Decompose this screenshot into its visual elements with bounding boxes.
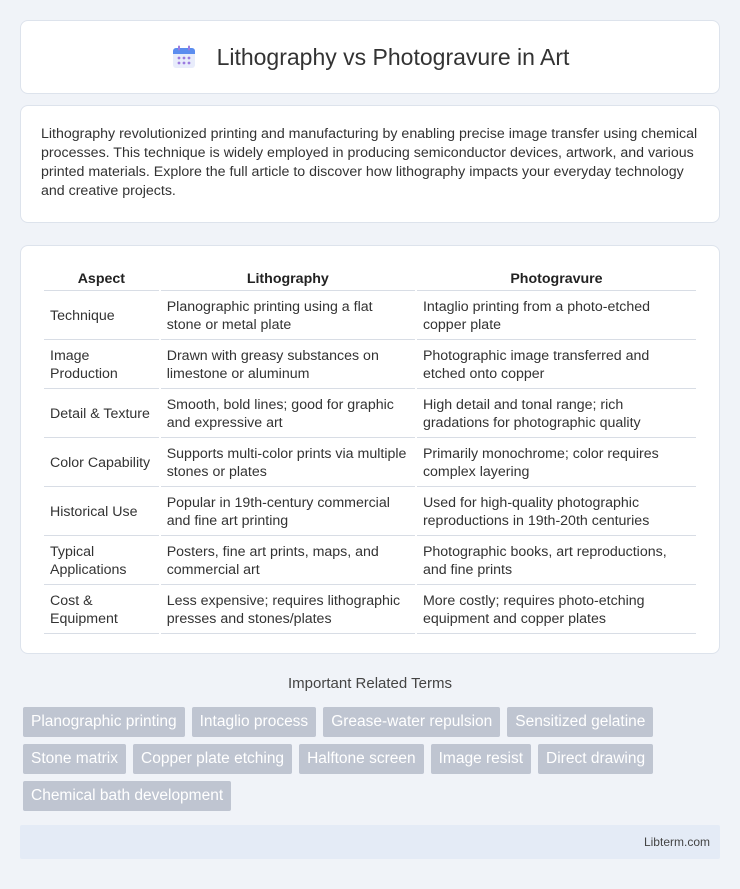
cell-photogravure: Photographic books, art reproductions, and fine prints bbox=[417, 536, 696, 585]
related-term-tag[interactable]: Halftone screen bbox=[299, 744, 424, 774]
cell-photogravure: Photographic image transferred and etched onto copper bbox=[417, 340, 696, 389]
cell-aspect: Image Production bbox=[44, 340, 159, 389]
cell-photogravure: Intaglio printing from a photo-etched copper plate bbox=[417, 291, 696, 340]
page-title: Lithography vs Photogravure in Art bbox=[216, 43, 570, 70]
cell-aspect: Technique bbox=[44, 291, 159, 340]
related-term-tag[interactable]: Sensitized gelatine bbox=[507, 707, 653, 737]
related-terms-list bbox=[23, 707, 723, 818]
cell-aspect: Typical Applications bbox=[44, 536, 159, 585]
related-term-tag[interactable]: Direct drawing bbox=[538, 744, 653, 774]
table-row bbox=[44, 389, 696, 438]
cell-lithography: Popular in 19th-century commercial and fine art printing bbox=[161, 487, 415, 536]
related-terms-title: Important Related Terms bbox=[288, 675, 452, 692]
intro-card bbox=[20, 105, 720, 223]
cell-photogravure: More costly; requires photo-etching equipment and copper plates bbox=[417, 585, 696, 634]
cell-photogravure: Used for high-quality photographic reproductions in 19th-20th centuries bbox=[417, 487, 696, 536]
related-term-tag[interactable]: Image resist bbox=[431, 744, 531, 774]
related-term-tag[interactable]: Stone matrix bbox=[23, 744, 126, 774]
cell-photogravure: High detail and tonal range; rich gradations for photographic quality bbox=[417, 389, 696, 438]
comparison-card bbox=[20, 245, 720, 654]
cell-aspect: Historical Use bbox=[44, 487, 159, 536]
cell-lithography: Planographic printing using a flat stone or metal plate bbox=[161, 291, 415, 340]
cell-lithography: Less expensive; requires lithographic presses and stones/plates bbox=[161, 585, 415, 634]
cell-aspect: Detail & Texture bbox=[44, 389, 159, 438]
table-row bbox=[44, 487, 696, 536]
cell-lithography: Supports multi-color prints via multiple stones or plates bbox=[161, 438, 415, 487]
table-header-row bbox=[44, 266, 696, 291]
cell-aspect: Cost & Equipment bbox=[44, 585, 159, 634]
title-card bbox=[20, 20, 720, 94]
table-row bbox=[44, 585, 696, 634]
calendar-icon bbox=[171, 44, 197, 70]
comparison-table bbox=[42, 266, 698, 634]
header-lithography: Lithography bbox=[161, 266, 415, 291]
table-row bbox=[44, 340, 696, 389]
cell-lithography: Drawn with greasy substances on limestone or aluminum bbox=[161, 340, 415, 389]
related-term-tag[interactable]: Copper plate etching bbox=[133, 744, 292, 774]
related-term-tag[interactable]: Planographic printing bbox=[23, 707, 185, 737]
related-term-tag[interactable]: Intaglio process bbox=[192, 707, 317, 737]
cell-lithography: Posters, fine art prints, maps, and commercial art bbox=[161, 536, 415, 585]
related-term-tag[interactable]: Grease-water repulsion bbox=[323, 707, 500, 737]
table-row bbox=[44, 536, 696, 585]
cell-lithography: Smooth, bold lines; good for graphic and expressive art bbox=[161, 389, 415, 438]
footer bbox=[20, 825, 720, 859]
cell-photogravure: Primarily monochrome; color requires complex layering bbox=[417, 438, 696, 487]
table-row bbox=[44, 438, 696, 487]
footer-site-link[interactable]: Libterm.com bbox=[643, 835, 710, 849]
intro-text: Lithography revolutionized printing and manufacturing by enabling precise image transfer using chemical processes. This technique is widely employed in producing semiconductor devices, artwork, and various printed materials. Explore the full article to discover how lithography impacts your everyday technology and creative projects. bbox=[41, 126, 698, 199]
table-row bbox=[44, 291, 696, 340]
related-term-tag[interactable]: Chemical bath development bbox=[23, 781, 231, 811]
cell-aspect: Color Capability bbox=[44, 438, 159, 487]
header-photogravure: Photogravure bbox=[417, 266, 696, 291]
header-aspect: Aspect bbox=[44, 266, 159, 291]
